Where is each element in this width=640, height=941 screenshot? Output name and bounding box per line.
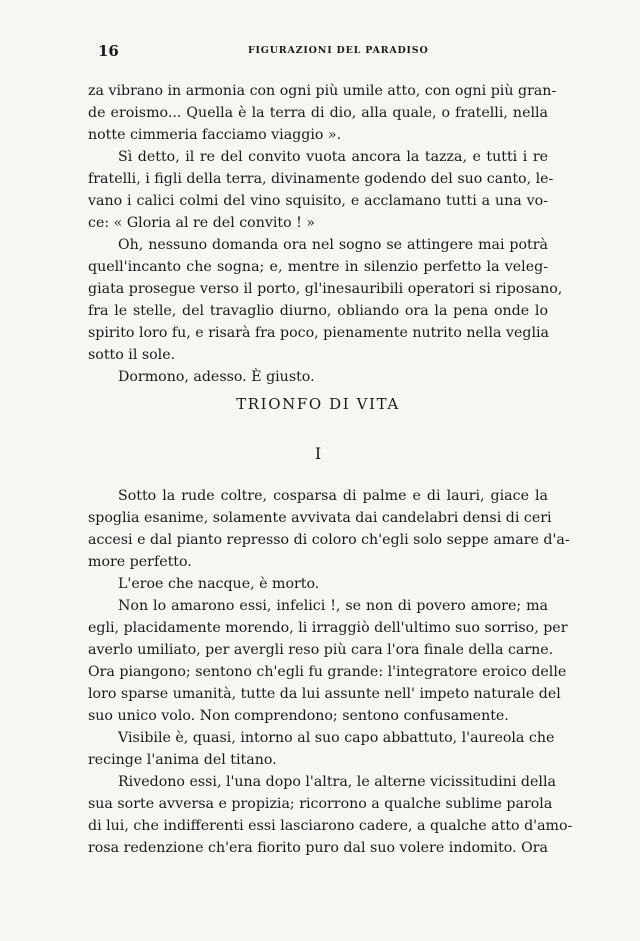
text-line: Dormono, adesso. È giusto. bbox=[118, 369, 315, 385]
text-line: spirito loro fu, e risarà fra poco, pienamente nutrito nella veglia bbox=[88, 325, 549, 341]
text-line: Non lo amarono essi, infelici !, se non di povero amore; ma bbox=[118, 598, 548, 614]
running-title: FIGURAZIONI DEL PARADISO bbox=[248, 45, 429, 56]
text-line: za vibrano in armonia con ogni più umile atto, con ogni più gran- bbox=[88, 83, 557, 99]
text-line: Sì detto, il re del convito vuota ancora la tazza, e tutti i re bbox=[118, 149, 548, 165]
text-line: L'eroe che nacque, è morto. bbox=[118, 576, 320, 592]
page-number: 16 bbox=[98, 42, 119, 60]
running-head bbox=[98, 42, 548, 60]
text-line: di lui, che indifferenti essi lasciarono cadere, a qualche atto d'amo- bbox=[88, 818, 573, 834]
text-line: Visibile è, quasi, intorno al suo capo abbattuto, l'aureola che bbox=[118, 730, 555, 746]
text-line: de eroismo... Quella è la terra di dio, alla quale, o fratelli, nella bbox=[88, 105, 548, 121]
text-line: Sotto la rude coltre, cosparsa di palme e di lauri, giace la bbox=[118, 488, 548, 504]
text-line: quell'incanto che sogna; e, mentre in silenzio perfetto la veleg- bbox=[88, 259, 548, 275]
section-number: I bbox=[314, 444, 322, 463]
text-line: Oh, nessuno domanda ora nel sogno se attingere mai potrà bbox=[118, 237, 548, 253]
text-line: sotto il sole. bbox=[88, 347, 176, 363]
text-line: averlo umiliato, per avergli reso più cara l'ora finale della carne. bbox=[88, 642, 554, 658]
text-line: giata prosegue verso il porto, gl'inesauribili operatori si riposano, bbox=[88, 281, 563, 297]
text-line: Ora piangono; sentono ch'egli fu grande: l'integratore eroico delle bbox=[88, 664, 567, 680]
text-line: egli, placidamente morendo, li irraggiò dell'ultimo suo sorriso, per bbox=[88, 620, 568, 636]
text-line: spoglia esanime, solamente avvivata dai candelabri densi di ceri bbox=[88, 510, 552, 526]
text-block-top bbox=[88, 80, 563, 388]
text-line: suo unico volo. Non comprendono; sentono confusamente. bbox=[88, 708, 509, 724]
text-line: loro sparse umanità, tutte da lui assunte nell' impeto naturale del bbox=[88, 686, 561, 702]
text-line: vano i calici colmi del vino squisito, e acclamano tutti a una vo- bbox=[88, 193, 548, 209]
text-line: sua sorte avversa e propizia; ricorrono a qualche sublime parola bbox=[88, 796, 553, 812]
text-line: ce: « Gloria al re del convito ! » bbox=[88, 215, 316, 231]
text-line: accesi e dal pianto represso di coloro ch'egli solo seppe amare d'a- bbox=[88, 532, 570, 548]
text-block-bottom bbox=[88, 485, 573, 859]
text-line: recinge l'anima del titano. bbox=[88, 752, 277, 768]
text-line: rosa redenzione ch'era fiorito puro dal suo volere indomito. Ora bbox=[88, 840, 548, 856]
text-line: more perfetto. bbox=[88, 554, 192, 570]
text-line: notte cimmeria facciamo viaggio ». bbox=[88, 127, 342, 143]
text-line: fra le stelle, del travaglio diurno, obliando ora la pena onde lo bbox=[88, 303, 548, 319]
text-line: Rivedono essi, l'una dopo l'altra, le alterne vicissitudini della bbox=[118, 774, 556, 790]
section-title: TRIONFO DI VITA bbox=[236, 395, 400, 413]
text-line: fratelli, i figli della terra, divinamente godendo del suo canto, le- bbox=[88, 171, 554, 187]
